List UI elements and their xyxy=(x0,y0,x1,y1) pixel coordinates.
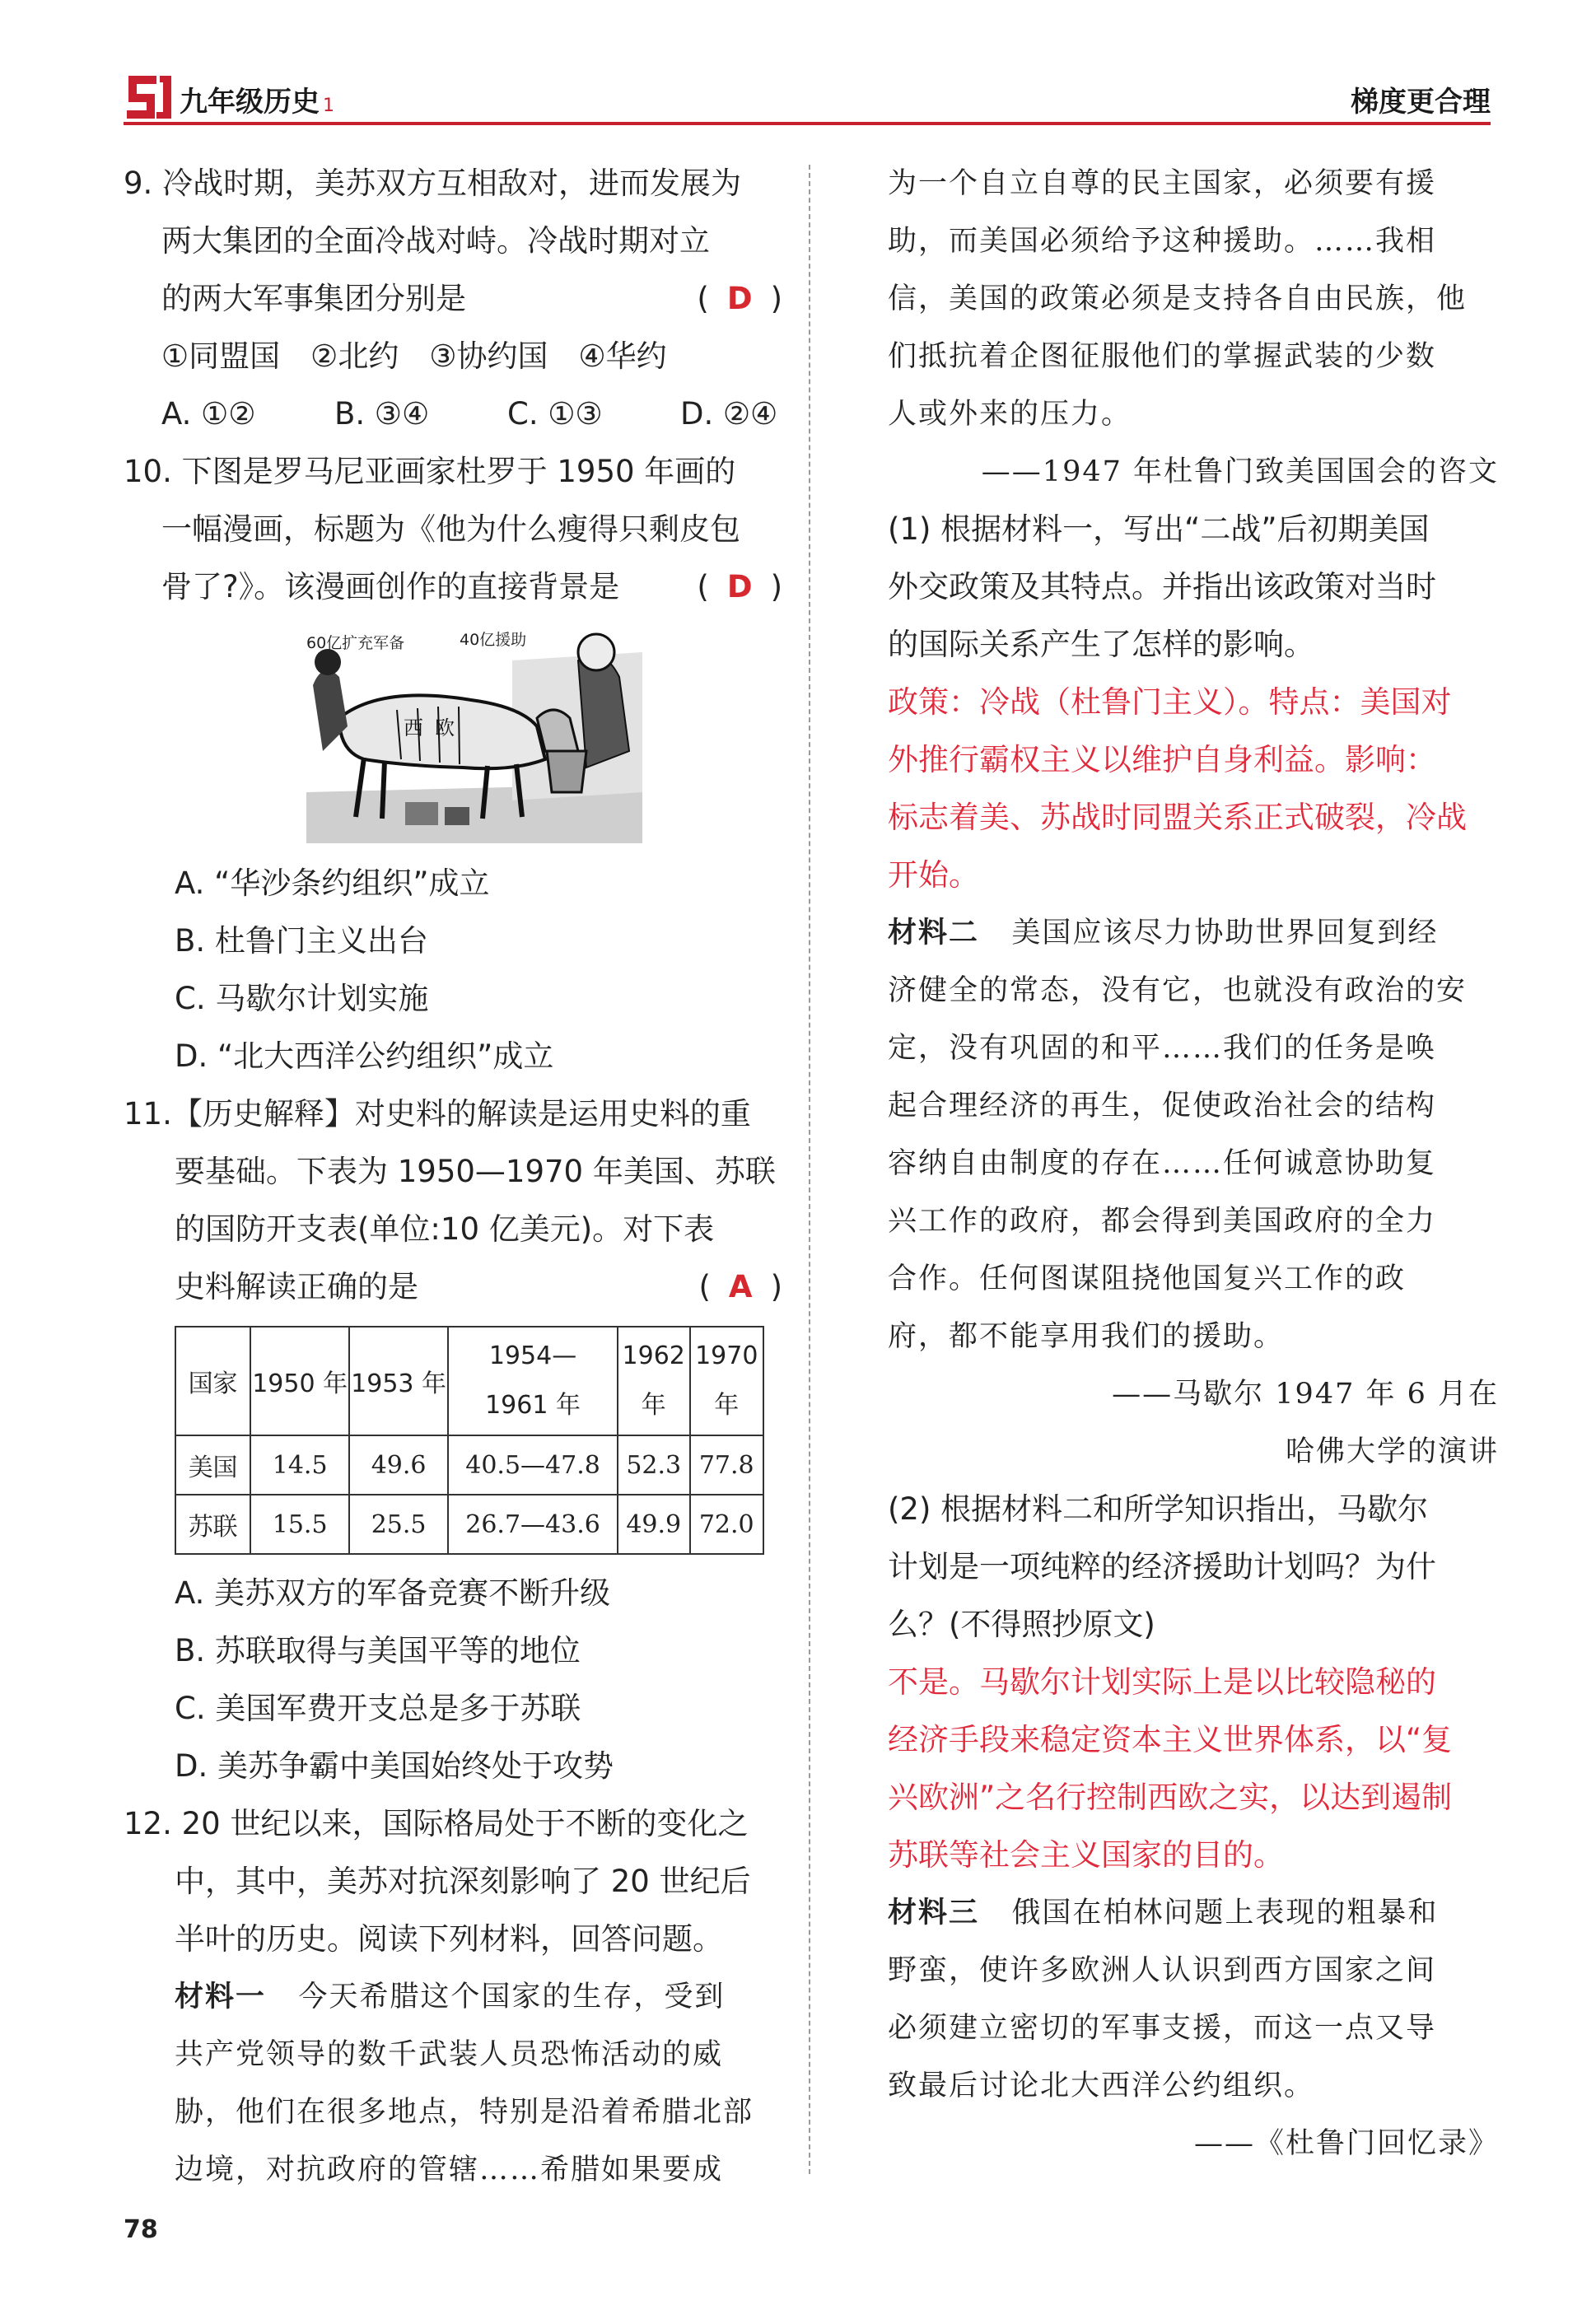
q12-answer2-line-3: 兴欧洲”之名行控制西欧之实，以达到遏制 xyxy=(888,1780,1453,1815)
q11-answer-bracket: ( A ) xyxy=(698,1258,782,1316)
subject-volume: 1 xyxy=(323,96,334,116)
table-cell: 15.5 xyxy=(250,1495,349,1554)
material3-title: 材料三 xyxy=(888,1896,980,1929)
q9-items: ①同盟国 ②北约 ③协约国 ④华约 xyxy=(161,338,667,374)
q10-option-a: A. “华沙条约组织”成立 xyxy=(175,866,490,901)
material2-title: 材料二 xyxy=(888,916,980,950)
material1-line-2: 共产党领导的数千武装人员恐怖活动的威 xyxy=(175,2038,724,2071)
q10-option-d: D. “北大西洋公约组织”成立 xyxy=(175,1038,554,1074)
material1-cont-4: 们抵抗着企图征服他们的掌握武装的少数 xyxy=(888,340,1437,373)
q9-answer: D xyxy=(726,281,753,316)
q12-sub1-line-3: 的国际关系产生了怎样的影响。 xyxy=(888,627,1314,662)
material3-line-2: 野蛮，使许多欧洲人认识到西方国家之间 xyxy=(888,1954,1437,1987)
table-cell: 美国 xyxy=(175,1435,250,1495)
material1-line-1: 材料一 今天希腊这个国家的生存，受到 xyxy=(175,1980,726,2013)
material3-line-1: 材料三 俄国在柏林问题上表现的粗暴和 xyxy=(888,1896,1439,1929)
material1-cont-2: 助，而美国必须给予这种援助。……我相 xyxy=(888,225,1437,258)
q11-line-3: 的国防开支表(单位:10 亿美元)。对下表 xyxy=(175,1211,715,1247)
q12-answer1-line-3: 标志着美、苏战时同盟关系正式破裂，冷战 xyxy=(888,800,1467,835)
subject-title: 九年级历史 1 xyxy=(180,86,334,119)
page-number: 78 xyxy=(124,2215,158,2244)
defense-spending-table xyxy=(175,1326,764,1555)
cartoon-caption-left: 60亿扩充军备 xyxy=(306,634,405,652)
table-cell: 14.5 xyxy=(250,1435,349,1495)
q12-answer1-line-1: 政策：冷战（杜鲁门主义）。特点：美国对 xyxy=(888,684,1452,720)
table-header-cell: 国家 xyxy=(175,1327,250,1435)
table-row xyxy=(175,1495,763,1554)
q9-answer-bracket: ( D ) xyxy=(697,270,782,328)
q11-option-c: C. 美国军费开支总是多于苏联 xyxy=(175,1691,581,1726)
table-cell: 49.9 xyxy=(618,1495,690,1554)
q10-option-b: B. 杜鲁门主义出台 xyxy=(175,923,428,959)
material2-line-1: 材料二 美国应该尽力协助世界回复到经 xyxy=(888,916,1439,950)
q9-option-c: C. ①③ xyxy=(507,396,603,432)
q12-line-1: 12. 20 世纪以来，国际格局处于不断的变化之 xyxy=(124,1806,749,1841)
table-cell: 25.5 xyxy=(349,1495,448,1554)
material2-line-2: 济健全的常态，没有它，也就没有政治的安 xyxy=(888,974,1468,1007)
page-header xyxy=(124,72,1491,122)
material2-line-5: 容纳自由制度的存在……任何诚意协助复 xyxy=(888,1147,1437,1180)
material1-line-3: 胁，他们在很多地点，特别是沿着希腊北部 xyxy=(175,2096,754,2129)
q10-line-1: 10. 下图是罗马尼亚画家杜罗于 1950 年画的 xyxy=(124,454,736,489)
material1-source: ——1947 年杜鲁门致美国国会的咨文 xyxy=(981,455,1499,488)
right-column xyxy=(888,155,1499,2172)
table-cell: 26.7—43.6 xyxy=(448,1495,618,1554)
q9-option-b: B. ③④ xyxy=(334,396,430,432)
material1-line-4: 边境，对抗政府的管辖……希腊如果要成 xyxy=(175,2153,724,2186)
material2-source-2: 哈佛大学的演讲 xyxy=(1285,1435,1499,1468)
q12-sub1-line-2: 外交政策及其特点。并指出该政策对当时 xyxy=(888,569,1436,604)
q11-line-1: 11.【历史解释】对史料的解读是运用史料的重 xyxy=(124,1096,751,1132)
cartoon-caption-right: 40亿援助 xyxy=(460,631,527,649)
q10-answer-bracket: ( D ) xyxy=(697,558,782,616)
header-slogan: 梯度更合理 xyxy=(1351,86,1491,119)
material2-line-3: 定，没有巩固的和平……我们的任务是唤 xyxy=(888,1032,1437,1065)
column-divider xyxy=(809,165,810,2174)
q12-line-3: 半叶的历史。阅读下列材料，回答问题。 xyxy=(175,1921,723,1957)
q10-answer: D xyxy=(726,569,753,604)
q10-line-2: 一幅漫画，标题为《他为什么瘦得只剩皮包 xyxy=(161,511,740,547)
q12-sub2-line-2: 计划是一项纯粹的经济援助计划吗？为什 xyxy=(888,1549,1436,1584)
material1-title: 材料一 xyxy=(175,1980,267,2013)
q9-option-d: D. ②④ xyxy=(680,396,778,432)
q9-options xyxy=(124,385,782,443)
material2-line-8: 府，都不能享用我们的援助。 xyxy=(888,1320,1285,1353)
material2-line-4: 起合理经济的再生，促使政治社会的结构 xyxy=(888,1090,1437,1122)
q9-line-2: 两大集团的全面冷战对峙。冷战时期对立 xyxy=(161,223,710,259)
q10-option-c: C. 马歇尔计划实施 xyxy=(175,981,429,1016)
table-cell: 49.6 xyxy=(349,1435,448,1495)
table-header-cell: 1962 年 xyxy=(618,1327,690,1435)
table-cell: 苏联 xyxy=(175,1495,250,1554)
q12-line-2: 中，其中，美苏对抗深刻影响了 20 世纪后 xyxy=(175,1864,751,1899)
q12-sub2-line-3: 么？(不得照抄原文) xyxy=(888,1607,1155,1642)
material3-line-4: 致最后讨论北大西洋公约组织。 xyxy=(888,2069,1315,2102)
table-cell: 52.3 xyxy=(618,1435,690,1495)
material2-source-1: ——马歇尔 1947 年 6 月在 xyxy=(1112,1378,1499,1411)
q12-sub1-line-1: (1) 根据材料一，写出“二战”后初期美国 xyxy=(888,511,1430,547)
q9-line-1: 9. 冷战时期，美苏双方互相敌对，进而发展为 xyxy=(124,166,742,201)
table-cell: 77.8 xyxy=(690,1435,764,1495)
q11-answer: A xyxy=(728,1269,753,1304)
table-cell: 40.5—47.8 xyxy=(448,1435,618,1495)
table-header-cell: 1950 年 xyxy=(250,1327,349,1435)
material2-line-6: 兴工作的政府，都会得到美国政府的全力 xyxy=(888,1205,1437,1238)
q11-line-2: 要基础。下表为 1950—1970 年美国、苏联 xyxy=(175,1154,776,1189)
q12-answer2-line-1: 不是。马歇尔计划实际上是以比较隐秘的 xyxy=(888,1664,1436,1700)
table-row xyxy=(175,1435,763,1495)
table-header-cell: 1953 年 xyxy=(349,1327,448,1435)
q9-line-3: 的两大军事集团分别是 ( D ) xyxy=(124,270,782,328)
q11-option-a: A. 美苏双方的军备竞赛不断升级 xyxy=(175,1575,611,1611)
q11-option-b: B. 苏联取得与美国平等的地位 xyxy=(175,1633,581,1668)
material1-cont-1: 为一个自立自尊的民主国家，必须要有援 xyxy=(888,167,1437,200)
table-cell: 72.0 xyxy=(690,1495,764,1554)
q10-line-3: 骨了?》。该漫画创作的直接背景是 ( D ) xyxy=(124,558,782,616)
material3-line-3: 必须建立密切的军事支援，而这一点又导 xyxy=(888,2012,1437,2045)
material3-source: ——《杜鲁门回忆录》 xyxy=(1193,2127,1499,2160)
q12-answer1-line-4: 开始。 xyxy=(888,857,979,893)
q12-sub2-line-1: (2) 根据材料二和所学知识指出，马歇尔 xyxy=(888,1491,1429,1527)
q11-option-d: D. 美苏争霸中美国始终处于攻势 xyxy=(175,1748,614,1784)
cartoon-drawing xyxy=(306,628,642,843)
material2-line-7: 合作。任何图谋阻挠他国复兴工作的政 xyxy=(888,1262,1407,1295)
q12-answer1-line-2: 外推行霸权主义以维护自身利益。影响： xyxy=(888,742,1436,777)
table-header-cell: 1970 年 xyxy=(690,1327,764,1435)
cartoon-cow-label: 西欧 xyxy=(404,716,466,740)
q12-answer2-line-4: 苏联等社会主义国家的目的。 xyxy=(888,1837,1284,1873)
table-header-row xyxy=(175,1327,763,1435)
material1-cont-5: 人或外来的压力。 xyxy=(888,398,1132,431)
header-rule xyxy=(124,122,1491,125)
cartoon-figure xyxy=(306,628,642,843)
left-column xyxy=(124,155,782,2199)
q9-option-a: A. ①② xyxy=(161,396,256,432)
q11-line-4: 史料解读正确的是 ( A ) xyxy=(124,1258,782,1316)
table-header-cell: 1954— 1961 年 xyxy=(448,1327,618,1435)
brand-logo-icon xyxy=(124,72,175,122)
q12-answer2-line-2: 经济手段来稳定资本主义世界体系，以“复 xyxy=(888,1722,1453,1757)
material1-cont-3: 信，美国的政策必须是支持各自由民族，他 xyxy=(888,282,1468,315)
